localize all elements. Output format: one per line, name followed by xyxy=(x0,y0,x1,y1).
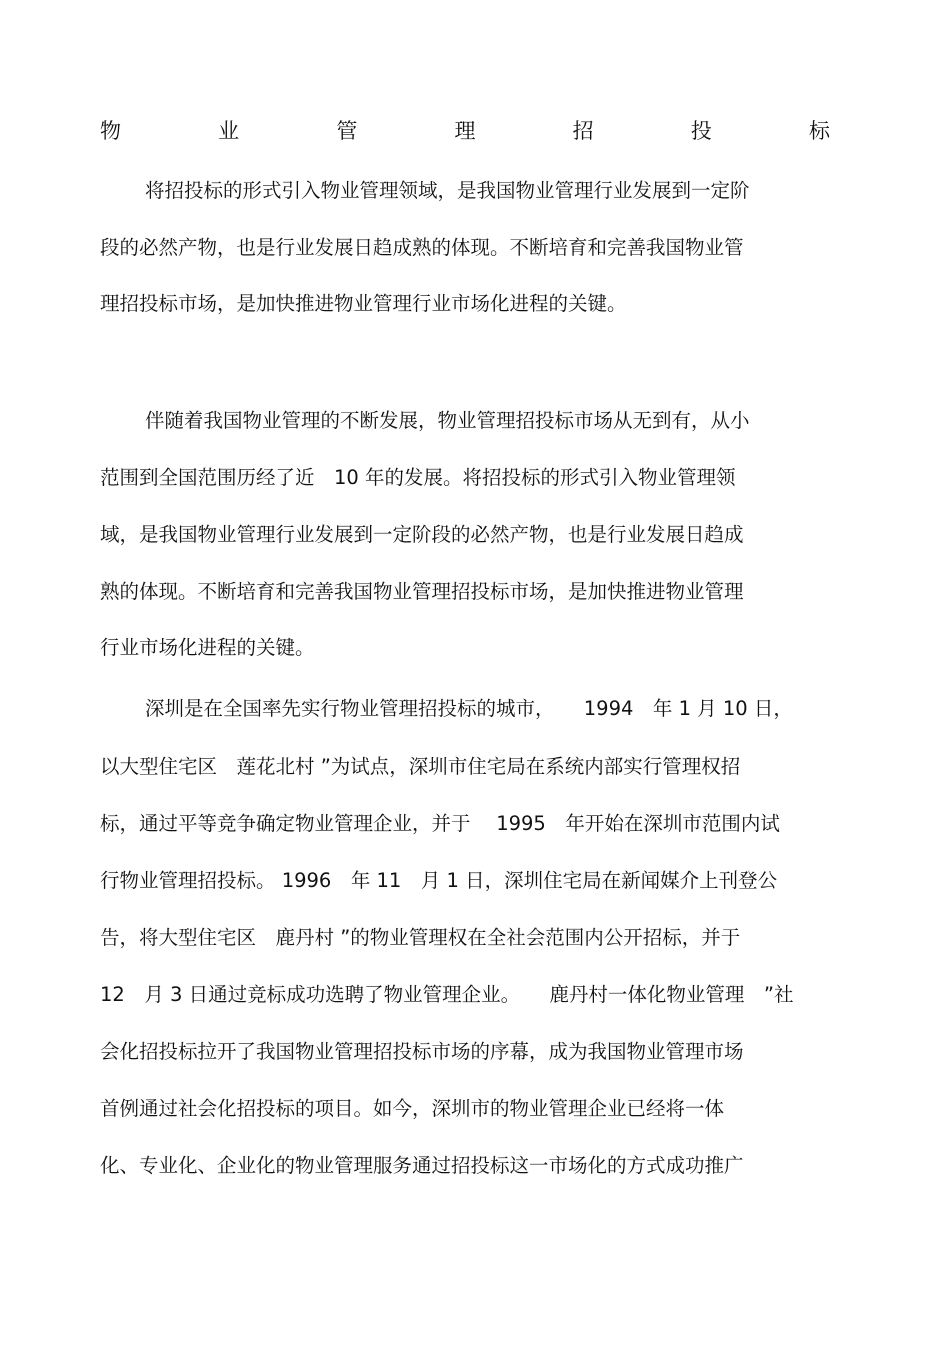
title-char: 投 xyxy=(690,119,712,143)
paragraph-line: 伴随着我国物业管理的不断发展，物业管理招投标市场从无到有，从小 xyxy=(145,409,750,432)
paragraph-line: 首例通过社会化招投标的项目。如今，深圳市的物业管理企业已经将一体 xyxy=(100,1097,725,1120)
paragraph-line: 告，将大型住宅区 鹿丹村 ”的物业管理权在全社会范围内公开招标，并于 xyxy=(100,926,741,949)
paragraph-line: 域，是我国物业管理行业发展到一定阶段的必然产物，也是行业发展日趋成 xyxy=(100,523,744,546)
paragraph-line: 将招投标的形式引入物业管理领域，是我国物业管理行业发展到一定阶 xyxy=(145,179,750,202)
paragraph-line: 化、专业化、企业化的物业管理服务通过招投标这一市场化的方式成功推广 xyxy=(100,1154,744,1177)
paragraph-line: 行业市场化进程的关键。 xyxy=(100,636,315,659)
title-char: 业 xyxy=(218,119,240,143)
paragraph-line: 熟的体现。不断培育和完善我国物业管理招投标市场，是加快推进物业管理 xyxy=(100,580,744,603)
paragraph-line: 范围到全国范围历经了近 10 年的发展。将招投标的形式引入物业管理领 xyxy=(100,466,736,489)
title-char: 物 xyxy=(100,119,121,143)
title-char: 标 xyxy=(808,119,830,143)
paragraph-line: 会化招投标拉开了我国物业管理招投标市场的序幕，成为我国物业管理市场 xyxy=(100,1040,744,1063)
paragraph-line: 段的必然产物，也是行业发展日趋成熟的体现。不断培育和完善我国物业管 xyxy=(100,236,744,259)
title-char: 理 xyxy=(454,119,476,143)
paragraph-line: 理招投标市场，是加快推进物业管理行业市场化进程的关键。 xyxy=(100,292,627,315)
paragraph-line: 12 月 3 日通过竞标成功选聘了物业管理企业。 鹿丹村一体化物业管理 ”社 xyxy=(100,983,794,1006)
title-char: 招 xyxy=(572,119,594,143)
paragraph-line: 以大型住宅区 莲花北村 ”为试点，深圳市住宅局在系统内部实行管理权招 xyxy=(100,755,741,778)
paragraph-line: 深圳是在全国率先实行物业管理招投标的城市， 1994 年 1 月 10 日， xyxy=(145,697,793,720)
paragraph-line: 行物业管理招投标。 1996 年 11 月 1 日，深圳住宅局在新闻媒介上刊登公 xyxy=(100,869,778,892)
paragraph-line: 标，通过平等竞争确定物业管理企业，并于 1995 年开始在深圳市范围内试 xyxy=(100,812,780,835)
document-title xyxy=(100,116,830,146)
title-char: 管 xyxy=(336,119,358,143)
